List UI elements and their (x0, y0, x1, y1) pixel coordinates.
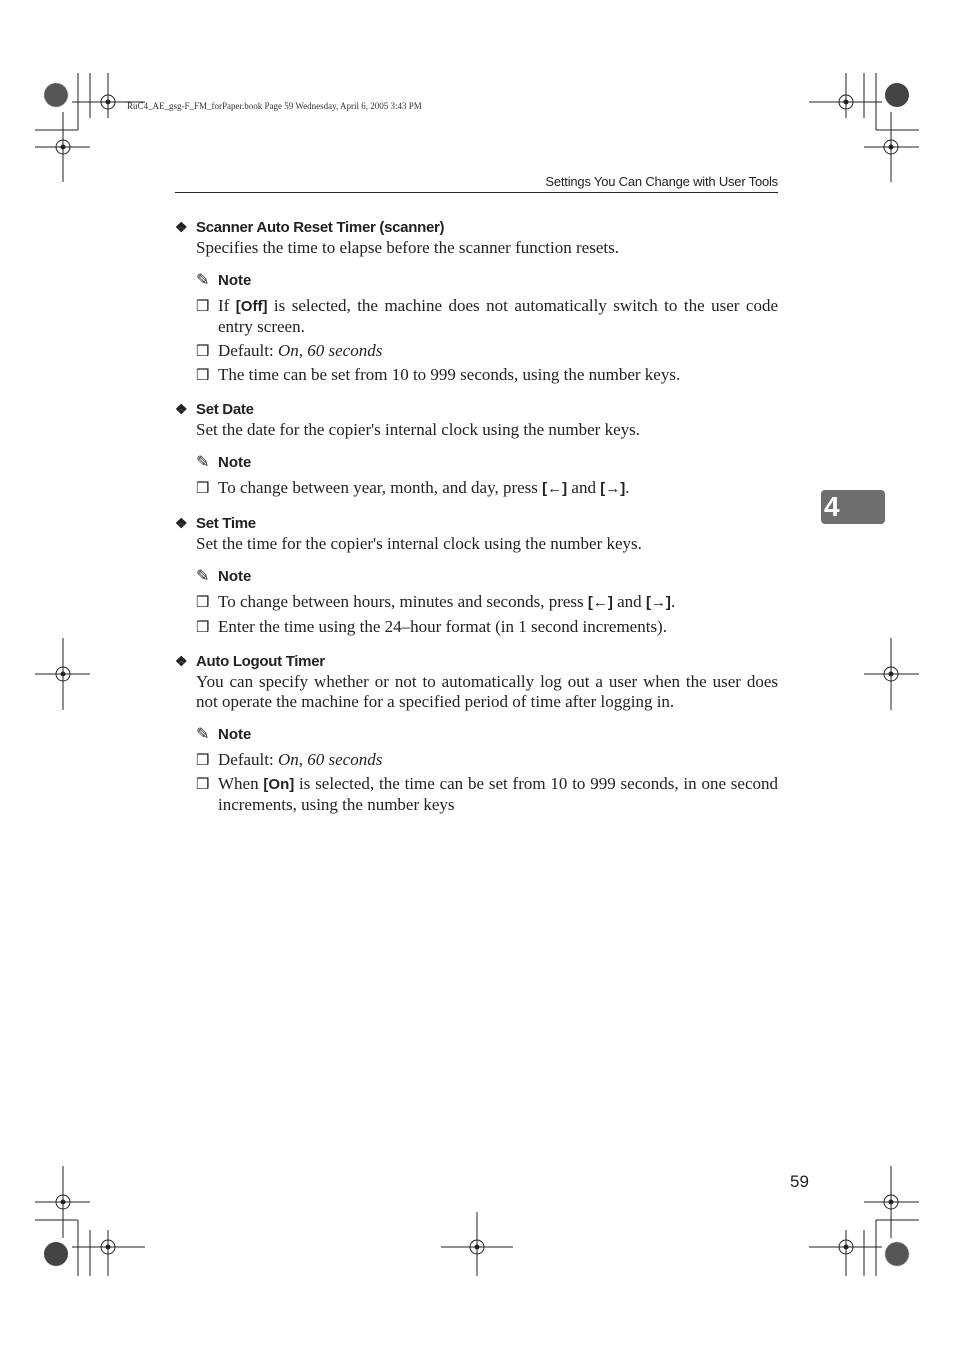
chapter-tab (821, 490, 885, 524)
note-item: ❒ To change between hours, minutes and seconds, press [←] and [→]. (196, 592, 676, 611)
section-title: ❖ Set Time (175, 512, 778, 534)
note-item: ❒ To change between year, month, and day, press [←] and [→]. (196, 478, 630, 497)
chapter-number: 4 (824, 491, 840, 522)
checkbox-bullet-icon: ❒ (196, 753, 210, 769)
section-title: ❖ Auto Logout Timer (175, 650, 778, 672)
pencil-icon: ✎ (196, 726, 210, 743)
pencil-icon: ✎ (196, 454, 210, 471)
section-body: Specifies the time to elapse before the scanner function resets. (196, 238, 619, 257)
note-item: ❒ Default: On, 60 seconds (196, 341, 383, 360)
note-title: ✎ Note (196, 724, 778, 746)
note-block (196, 724, 778, 815)
file-info-line: RuC4_AE_gsg-F_FM_forPaper.book Page 59 Wednesday, April 6, 2005 3:43 PM (127, 101, 422, 111)
section-body: Set the time for the copier's internal clock using the number keys. (196, 534, 642, 553)
checkbox-bullet-icon: ❒ (196, 368, 210, 384)
note-title: ✎ Note (196, 452, 778, 474)
checkbox-bullet-icon: ❒ (196, 777, 210, 793)
checkbox-bullet-icon: ❒ (196, 299, 210, 315)
checkbox-bullet-icon: ❒ (196, 344, 210, 360)
diamond-bullet-icon: ❖ (175, 219, 188, 235)
diamond-bullet-icon: ❖ (175, 401, 188, 417)
pencil-icon: ✎ (196, 272, 210, 289)
checkbox-bullet-icon: ❒ (196, 481, 210, 497)
note-title: ✎ Note (196, 566, 778, 588)
checkbox-bullet-icon: ❒ (196, 595, 210, 611)
section-body: Set the date for the copier's internal clock using the number keys. (196, 420, 640, 439)
section-title: ❖ Scanner Auto Reset Timer (scanner) (175, 216, 778, 238)
note-item: ❒ When [On] is selected, the time can be set from 10 to 999 seconds, in one second increments, using the number keys (196, 774, 779, 814)
section-body: You can specify whether or not to automatically log out a user when the user does not operate the machine for a specified period of time after logging in. (196, 672, 778, 711)
note-title: ✎ Note (196, 270, 778, 292)
note-block (196, 566, 778, 637)
diamond-bullet-icon: ❖ (175, 653, 188, 669)
note-item: ❒ Enter the time using the 24–hour format (in 1 second increments). (196, 617, 667, 636)
section-title: ❖ Set Date (175, 398, 778, 420)
note-block (196, 270, 778, 385)
page-number: 59 (790, 1172, 809, 1191)
note-item: ❒ Default: On, 60 seconds (196, 750, 383, 769)
pencil-icon: ✎ (196, 568, 210, 585)
main-content (175, 216, 778, 828)
section-auto-logout-timer (175, 650, 778, 815)
header-rule (175, 192, 778, 193)
note-item: ❒ If [Off] is selected, the machine does not automatically switch to the user code entry screen. (196, 296, 778, 336)
section-set-time (175, 512, 778, 637)
running-head: Settings You Can Change with User Tools (545, 174, 778, 189)
section-set-date (175, 398, 778, 499)
note-block (196, 452, 778, 499)
section-scanner-auto-reset-timer (175, 216, 778, 385)
checkbox-bullet-icon: ❒ (196, 620, 210, 636)
diamond-bullet-icon: ❖ (175, 515, 188, 531)
note-item: ❒ The time can be set from 10 to 999 seconds, using the number keys. (196, 365, 681, 384)
